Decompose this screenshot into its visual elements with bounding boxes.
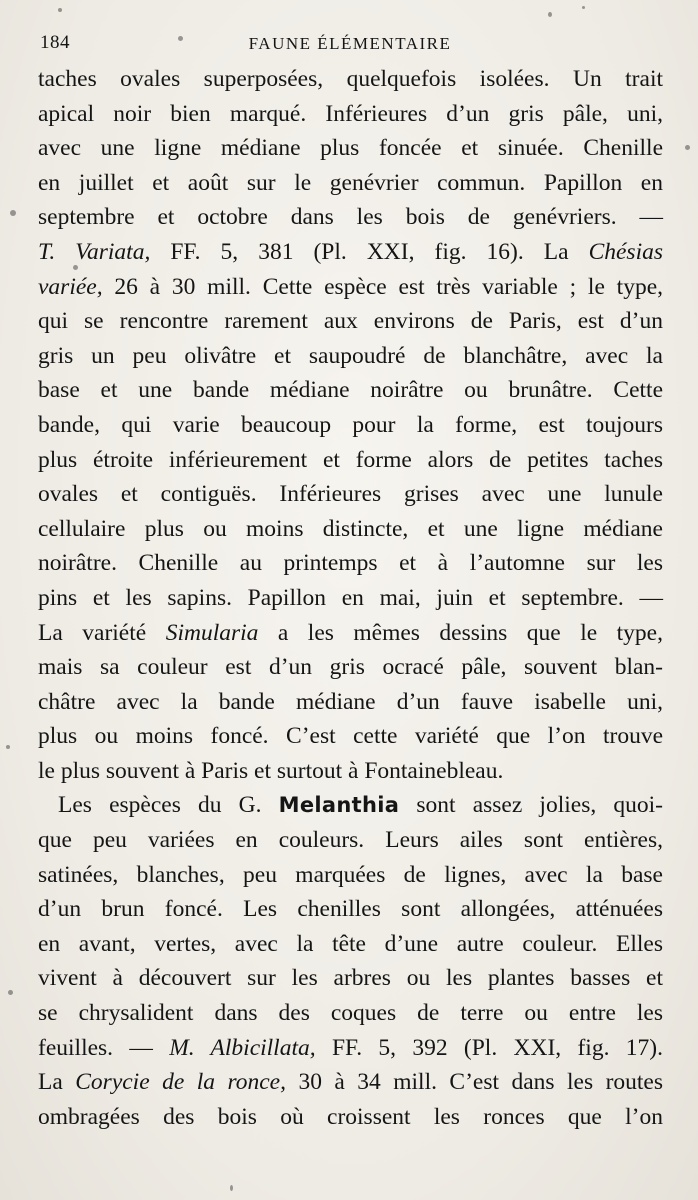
- text-run: bande, qui varie beaucoup pour la forme, est toujours: [38, 411, 663, 438]
- text-run: se chrysalident dans des coques de terre ou entre les: [38, 1000, 663, 1027]
- text-run: plus ou moins foncé. C’est cette variété que l’on trouve: [38, 723, 663, 750]
- text-run: plus étroite inférieurement et forme alors de petites taches: [38, 446, 663, 473]
- text-run: mais sa couleur est d’un gris ocracé pâle, souvent blan-: [38, 654, 663, 681]
- text-run: que peu variées en couleurs. Leurs ailes sont entières,: [38, 827, 663, 854]
- scan-speck: [582, 6, 585, 9]
- text-run: septembre et octobre dans les bois de genévriers. —: [38, 204, 663, 231]
- text-run: d’un brun foncé. Les chenilles sont allongées, atténuées: [38, 896, 663, 923]
- text-line-8: [38, 304, 663, 339]
- text-line-21: [38, 754, 663, 789]
- text-line-17: [38, 616, 663, 651]
- text-line-6: [38, 235, 663, 270]
- common-name-italic: Corycie de la ronce,: [75, 1069, 286, 1096]
- text-run: taches ovales superposées, quelquefois isolées. Un trait: [38, 66, 663, 92]
- page-number: 184: [40, 32, 70, 53]
- text-run: pins et les sapins. Papillon en mai, juin et septembre. —: [38, 584, 663, 611]
- scan-speck: [178, 36, 183, 41]
- scan-speck: [6, 745, 10, 749]
- text-run: base et une bande médiane noirâtre ou brunâtre. Cette: [38, 377, 663, 404]
- text-line-12: [38, 443, 663, 478]
- text-line-22: [38, 788, 663, 823]
- text-line-31: [38, 1100, 663, 1135]
- scan-speck: [10, 210, 16, 216]
- species-name-italic: M. Albicillata,: [169, 1034, 316, 1061]
- text-line-29: [38, 1031, 663, 1066]
- scan-speck: [8, 990, 13, 995]
- text-run: satinées, blanches, peu marquées de lignes, avec la base: [38, 861, 663, 888]
- text-run: ombragées des bois où croissent les ronces que l’on: [38, 1103, 663, 1130]
- text-line-7: [38, 270, 663, 305]
- genus-name-bold: Melanthia: [278, 793, 400, 818]
- scan-speck: [73, 265, 78, 270]
- text-run: 30 à 34 mill. C’est dans les routes: [285, 1069, 664, 1096]
- text-line-23: [38, 823, 663, 858]
- text-line-11: [38, 408, 663, 443]
- scan-speck: [230, 1185, 233, 1191]
- text-line-5: [38, 200, 663, 235]
- text-run: qui se rencontre rarement aux environs de Paris, est d’un: [38, 308, 663, 335]
- text-run: ovales et contiguës. Inférieures grises avec une lunule: [38, 481, 663, 508]
- text-line-18: [38, 650, 663, 685]
- scan-speck: [548, 12, 552, 17]
- text-run: La: [38, 1069, 76, 1096]
- text-run: FF. 5, 392 (Pl. XXI, fig. 17).: [315, 1034, 663, 1061]
- text-run: 26 à 30 mill. Cette espèce est très variable ; le type,: [102, 273, 663, 300]
- text-line-10: [38, 373, 663, 408]
- text-run: cellulaire plus ou moins distincte, et une ligne médiane: [38, 515, 663, 542]
- text-line-25: [38, 892, 663, 927]
- text-run: a les mêmes dessins que le type,: [258, 619, 663, 646]
- text-line-16: [38, 581, 663, 616]
- text-line-24: [38, 858, 663, 893]
- text-line-2: [38, 97, 663, 132]
- species-name-italic: T. Variata,: [38, 238, 151, 265]
- text-run: gris un peu olivâtre et saupoudré de blanchâtre, avec la: [38, 342, 663, 369]
- text-run: noirâtre. Chenille au printemps et à l’automne sur les: [38, 550, 663, 577]
- text-line-26: [38, 927, 663, 962]
- body-text: [38, 62, 663, 1134]
- variety-name-italic: Simularia: [165, 619, 259, 646]
- text-line-13: [38, 477, 663, 512]
- text-run: La variété: [38, 619, 166, 646]
- common-name-italic: variée,: [38, 273, 103, 300]
- running-title: FAUNE ÉLÉMENTAIRE: [248, 34, 452, 53]
- common-name-italic: Chésias: [588, 238, 664, 265]
- scan-speck: [685, 145, 690, 150]
- text-run: en avant, vertes, avec la tête d’une autre couleur. Elles: [38, 930, 663, 957]
- text-run: vivent à découvert sur les arbres ou les plantes basses et: [38, 965, 663, 992]
- text-line-9: [38, 339, 663, 374]
- text-line-3: [38, 131, 663, 166]
- text-run: FF. 5, 381 (Pl. XXI, fig. 16). La: [150, 238, 589, 265]
- text-line-30: [38, 1065, 663, 1100]
- text-line-4: [38, 166, 663, 201]
- scan-speck: [58, 8, 62, 12]
- text-run: feuilles. —: [38, 1034, 170, 1061]
- page-header: [40, 30, 660, 60]
- text-run: apical noir bien marqué. Inférieures d’un gris pâle, uni,: [38, 100, 663, 127]
- text-run: avec une ligne médiane plus foncée et sinuée. Chenille: [38, 135, 663, 162]
- text-line-20: [38, 719, 663, 754]
- text-line-14: [38, 512, 663, 547]
- text-run: châtre avec la bande médiane d’un fauve isabelle uni,: [38, 688, 663, 715]
- text-line-15: [38, 546, 663, 581]
- text-line-28: [38, 996, 663, 1031]
- text-run: en juillet et août sur le genévrier commun. Papillon en: [38, 169, 663, 196]
- text-run: le plus souvent à Paris et surtout à Fontainebleau.: [38, 757, 504, 784]
- text-run: sont assez jolies, quoi-: [399, 792, 663, 819]
- text-run: Les espèces du G.: [58, 792, 279, 819]
- text-line-27: [38, 961, 663, 996]
- text-line-1: [38, 62, 663, 97]
- text-line-19: [38, 685, 663, 720]
